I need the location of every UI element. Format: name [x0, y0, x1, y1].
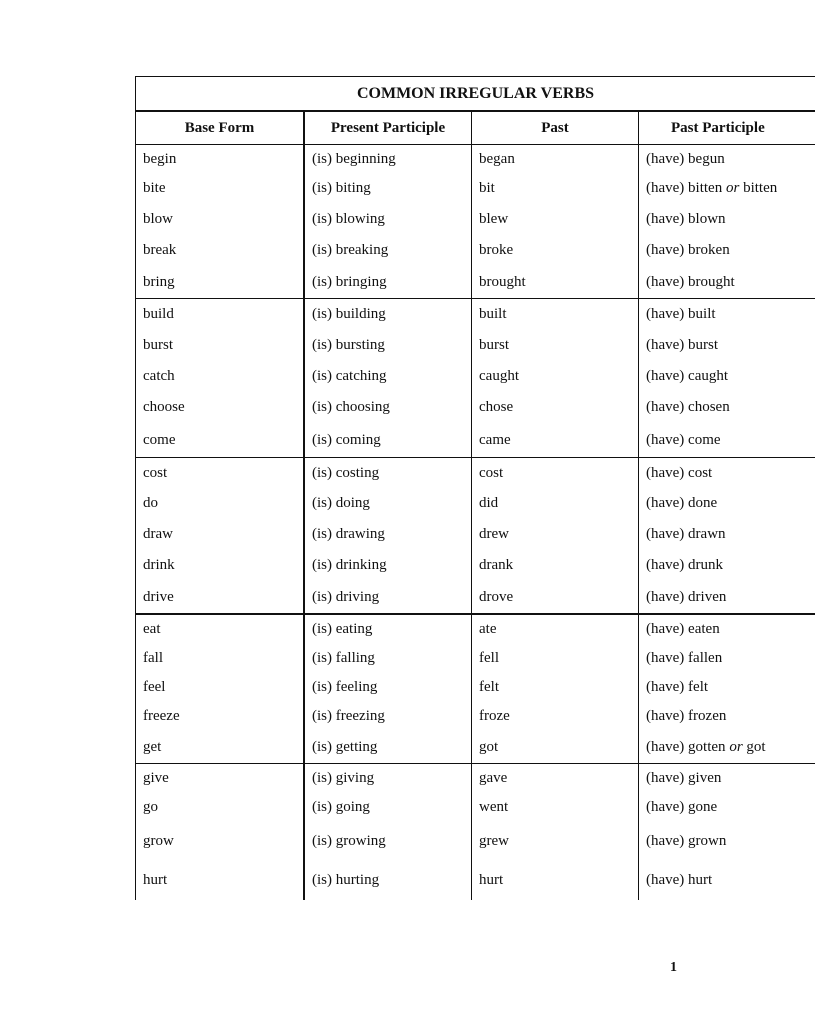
past-cell-text: chose — [479, 398, 514, 415]
table-row — [135, 360, 815, 391]
alt-separator: or — [725, 179, 740, 196]
past-participle-cell — [638, 730, 815, 763]
past-participle-cell — [638, 145, 815, 172]
table-row — [135, 329, 815, 360]
base-form-cell — [135, 822, 303, 860]
present-participle-cell-text: (is) freezing — [312, 707, 385, 724]
base-form-cell-text: eat — [143, 621, 161, 637]
base-form-cell-text: bite — [143, 179, 166, 196]
past-participle-cell — [638, 764, 815, 792]
past-participle-cell — [638, 265, 815, 298]
header-present-participle: Present Participle — [303, 112, 471, 144]
table-row — [135, 822, 815, 860]
present-participle-cell — [303, 265, 471, 298]
alt-separator: or — [729, 738, 743, 755]
present-participle-cell-text: (is) doing — [312, 494, 370, 511]
past-cell-text: began — [479, 150, 515, 167]
base-form-cell-text: bring — [143, 273, 175, 290]
table-row — [135, 764, 815, 792]
base-form-cell-text: drink — [143, 556, 175, 573]
past-cell — [471, 299, 638, 329]
past-participle-cell — [638, 391, 815, 422]
past-cell — [471, 822, 638, 860]
base-form-cell — [135, 580, 303, 613]
present-participle-cell-text: (is) breaking — [312, 241, 389, 258]
base-form-cell — [135, 792, 303, 822]
past-cell-text: cost — [479, 464, 504, 481]
past-participle-cell — [638, 172, 815, 203]
past-participle-cell-text: (have) gone — [646, 799, 718, 815]
past-participle-cell-text: (have) frozen — [646, 707, 727, 724]
table-row — [135, 458, 815, 487]
base-form-cell-text: come — [143, 431, 176, 448]
header-past-participle: Past Participle — [638, 112, 815, 144]
past-participle-cell-text: (have) hurt — [646, 872, 713, 888]
past-cell — [471, 422, 638, 457]
past-participle-cell-text: (have) begun — [646, 150, 725, 167]
present-participle-cell-text: (is) getting — [312, 738, 378, 755]
past-cell-text: ate — [479, 621, 497, 637]
base-form-cell — [135, 730, 303, 763]
base-form-cell — [135, 549, 303, 580]
past-cell — [471, 672, 638, 701]
present-participle-cell — [303, 145, 471, 172]
base-form-cell — [135, 672, 303, 701]
table-title-row — [135, 76, 815, 110]
base-form-cell-text: break — [143, 241, 177, 258]
base-form-cell-text: cost — [143, 464, 168, 481]
past-cell — [471, 764, 638, 792]
past-participle-cell — [638, 487, 815, 518]
past-participle-cell-text: (have) burst — [646, 336, 719, 353]
base-form-cell — [135, 145, 303, 172]
past-cell-text: drove — [479, 588, 514, 605]
base-form-cell — [135, 234, 303, 265]
table-row — [135, 299, 815, 329]
past-participle-cell — [638, 458, 815, 487]
past-cell — [471, 580, 638, 613]
present-participle-cell-text: (is) catching — [312, 367, 387, 384]
base-form-cell — [135, 265, 303, 298]
past-cell — [471, 172, 638, 203]
past-participle-cell-text: (have) given — [646, 770, 722, 786]
past-cell — [471, 701, 638, 730]
past-cell-text: brought — [479, 273, 526, 290]
table-row — [135, 172, 815, 203]
past-participle-cell — [638, 518, 815, 549]
present-participle-cell — [303, 672, 471, 701]
base-form-cell — [135, 360, 303, 391]
past-participle-alt: got — [746, 738, 766, 755]
table-row — [135, 265, 815, 298]
table-row — [135, 730, 815, 763]
irregular-verbs-table — [135, 76, 815, 900]
table-header-row — [135, 110, 815, 145]
past-cell-text: drank — [479, 556, 514, 573]
base-form-cell-text: burst — [143, 336, 173, 353]
past-participle-cell — [638, 422, 815, 457]
past-participle-cell-text: (have) fallen — [646, 649, 723, 666]
table-row — [135, 615, 815, 643]
table-row — [135, 391, 815, 422]
past-cell — [471, 265, 638, 298]
header-past: Past — [471, 112, 638, 144]
past-cell — [471, 860, 638, 900]
base-form-cell — [135, 643, 303, 672]
document-page — [135, 76, 778, 906]
present-participle-cell — [303, 487, 471, 518]
present-participle-cell — [303, 860, 471, 900]
present-participle-cell — [303, 643, 471, 672]
table-row — [135, 580, 815, 613]
past-participle-cell-text: (have) chosen — [646, 398, 730, 415]
past-cell-text: hurt — [479, 872, 504, 888]
present-participle-cell-text: (is) falling — [312, 649, 375, 666]
present-participle-cell-text: (is) coming — [312, 431, 381, 448]
past-participle-cell-text: (have) bitten — [646, 179, 723, 196]
present-participle-cell-text: (is) going — [312, 799, 370, 815]
past-cell-text: did — [479, 494, 499, 511]
present-participle-cell-text: (is) building — [312, 306, 386, 322]
present-participle-cell-text: (is) hurting — [312, 872, 380, 888]
base-form-cell-text: begin — [143, 150, 177, 167]
present-participle-cell-text: (is) driving — [312, 588, 380, 605]
base-form-cell-text: freeze — [143, 707, 180, 724]
past-cell — [471, 643, 638, 672]
base-form-cell-text: get — [143, 738, 162, 755]
past-cell-text: went — [479, 799, 509, 815]
past-participle-cell — [638, 299, 815, 329]
table-row — [135, 203, 815, 234]
past-cell-text: gave — [479, 770, 508, 786]
past-cell — [471, 549, 638, 580]
table-row — [135, 518, 815, 549]
base-form-cell-text: go — [143, 799, 158, 815]
past-cell — [471, 329, 638, 360]
table-row — [135, 422, 815, 457]
base-form-cell — [135, 299, 303, 329]
base-form-cell-text: catch — [143, 367, 175, 384]
table-row — [135, 487, 815, 518]
present-participle-cell — [303, 329, 471, 360]
present-participle-cell-text: (is) growing — [312, 833, 386, 849]
present-participle-cell — [303, 792, 471, 822]
base-form-cell-text: do — [143, 494, 158, 511]
table-title: COMMON IRREGULAR VERBS — [356, 84, 595, 102]
present-participle-cell-text: (is) feeling — [312, 678, 378, 695]
past-participle-cell — [638, 672, 815, 701]
past-cell-text: bit — [479, 179, 495, 196]
past-participle-cell — [638, 580, 815, 613]
past-cell-text: drew — [479, 525, 509, 542]
present-participle-cell — [303, 360, 471, 391]
present-participle-cell — [303, 391, 471, 422]
past-cell-text: blew — [479, 210, 509, 227]
past-cell — [471, 615, 638, 643]
past-participle-alt: bitten — [743, 179, 778, 196]
past-cell-text: burst — [479, 336, 509, 353]
past-participle-cell — [638, 234, 815, 265]
base-form-cell-text: give — [143, 770, 169, 786]
verb-group — [135, 458, 815, 615]
past-cell — [471, 487, 638, 518]
past-participle-cell — [638, 701, 815, 730]
base-form-cell — [135, 203, 303, 234]
past-participle-cell — [638, 615, 815, 643]
header-base-form: Base Form — [135, 112, 303, 144]
present-participle-cell-text: (is) bursting — [312, 336, 385, 353]
past-participle-cell — [638, 822, 815, 860]
base-form-cell — [135, 764, 303, 792]
base-form-cell — [135, 615, 303, 643]
present-participle-cell-text: (is) blowing — [312, 210, 385, 227]
past-participle-cell — [638, 643, 815, 672]
past-participle-cell-text: (have) drunk — [646, 556, 724, 573]
past-participle-cell-text: (have) driven — [646, 588, 727, 605]
present-participle-cell-text: (is) biting — [312, 179, 371, 196]
past-participle-cell-text: (have) built — [646, 306, 716, 322]
table-row — [135, 672, 815, 701]
base-form-cell-text: fall — [143, 649, 163, 666]
base-form-cell-text: draw — [143, 525, 173, 542]
base-form-cell — [135, 701, 303, 730]
past-cell-text: built — [479, 306, 507, 322]
present-participle-cell-text: (is) drawing — [312, 525, 385, 542]
present-participle-cell-text: (is) beginning — [312, 150, 396, 167]
table-row — [135, 792, 815, 822]
table-row — [135, 701, 815, 730]
present-participle-cell — [303, 549, 471, 580]
present-participle-cell-text: (is) bringing — [312, 273, 387, 290]
table-row — [135, 860, 815, 900]
past-cell — [471, 792, 638, 822]
present-participle-cell-text: (is) drinking — [312, 556, 387, 573]
present-participle-cell — [303, 172, 471, 203]
past-cell-text: got — [479, 738, 499, 755]
past-cell — [471, 360, 638, 391]
past-participle-cell-text: (have) done — [646, 494, 718, 511]
present-participle-cell — [303, 234, 471, 265]
past-participle-cell-text: (have) drawn — [646, 525, 726, 542]
past-participle-cell-text: (have) grown — [646, 833, 727, 849]
present-participle-cell — [303, 764, 471, 792]
present-participle-cell — [303, 580, 471, 613]
base-form-cell — [135, 391, 303, 422]
verb-group — [135, 299, 815, 458]
base-form-cell-text: blow — [143, 210, 173, 227]
present-participle-cell — [303, 299, 471, 329]
base-form-cell — [135, 172, 303, 203]
base-form-cell-text: hurt — [143, 872, 168, 888]
past-cell — [471, 458, 638, 487]
past-participle-cell-text: (have) come — [646, 431, 721, 448]
past-participle-cell — [638, 329, 815, 360]
present-participle-cell — [303, 822, 471, 860]
verb-group — [135, 615, 815, 764]
present-participle-cell-text: (is) costing — [312, 464, 380, 481]
verb-group — [135, 145, 815, 299]
past-cell — [471, 234, 638, 265]
past-participle-cell — [638, 203, 815, 234]
past-cell — [471, 391, 638, 422]
past-participle-cell — [638, 549, 815, 580]
past-cell — [471, 730, 638, 763]
past-participle-cell-text: (have) gotten — [646, 738, 726, 755]
page-number: 1 — [670, 960, 677, 975]
base-form-cell — [135, 422, 303, 457]
verb-group — [135, 764, 815, 900]
past-participle-cell-text: (have) broken — [646, 241, 730, 258]
base-form-cell — [135, 458, 303, 487]
past-cell-text: caught — [479, 367, 519, 384]
table-row — [135, 643, 815, 672]
base-form-cell-text: choose — [143, 398, 185, 415]
present-participle-cell — [303, 730, 471, 763]
past-cell — [471, 203, 638, 234]
past-participle-cell-text: (have) eaten — [646, 621, 720, 637]
base-form-cell-text: drive — [143, 588, 174, 605]
base-form-cell-text: grow — [143, 833, 174, 849]
table-row — [135, 234, 815, 265]
present-participle-cell — [303, 701, 471, 730]
base-form-cell-text: build — [143, 306, 174, 322]
present-participle-cell — [303, 422, 471, 457]
present-participle-cell-text: (is) choosing — [312, 398, 390, 415]
past-participle-cell-text: (have) felt — [646, 678, 709, 695]
present-participle-cell-text: (is) eating — [312, 621, 373, 637]
past-cell-text: froze — [479, 707, 510, 724]
present-participle-cell-text: (is) giving — [312, 770, 375, 786]
past-cell-text: felt — [479, 678, 499, 695]
base-form-cell — [135, 860, 303, 900]
base-form-cell — [135, 329, 303, 360]
past-cell — [471, 145, 638, 172]
past-cell-text: broke — [479, 241, 514, 258]
present-participle-cell — [303, 615, 471, 643]
base-form-cell — [135, 518, 303, 549]
table-body — [135, 145, 815, 900]
present-participle-cell — [303, 458, 471, 487]
present-participle-cell — [303, 518, 471, 549]
past-participle-cell-text: (have) brought — [646, 273, 735, 290]
past-cell — [471, 518, 638, 549]
table-row — [135, 549, 815, 580]
past-cell-text: came — [479, 431, 511, 448]
base-form-cell — [135, 487, 303, 518]
past-participle-cell — [638, 792, 815, 822]
past-participle-cell — [638, 360, 815, 391]
past-cell-text: grew — [479, 833, 509, 849]
past-participle-cell — [638, 860, 815, 900]
table-row — [135, 145, 815, 172]
past-participle-cell-text: (have) cost — [646, 464, 713, 481]
past-cell-text: fell — [479, 649, 499, 666]
base-form-cell-text: feel — [143, 678, 166, 695]
past-participle-cell-text: (have) caught — [646, 367, 729, 384]
present-participle-cell — [303, 203, 471, 234]
past-participle-cell-text: (have) blown — [646, 210, 726, 227]
